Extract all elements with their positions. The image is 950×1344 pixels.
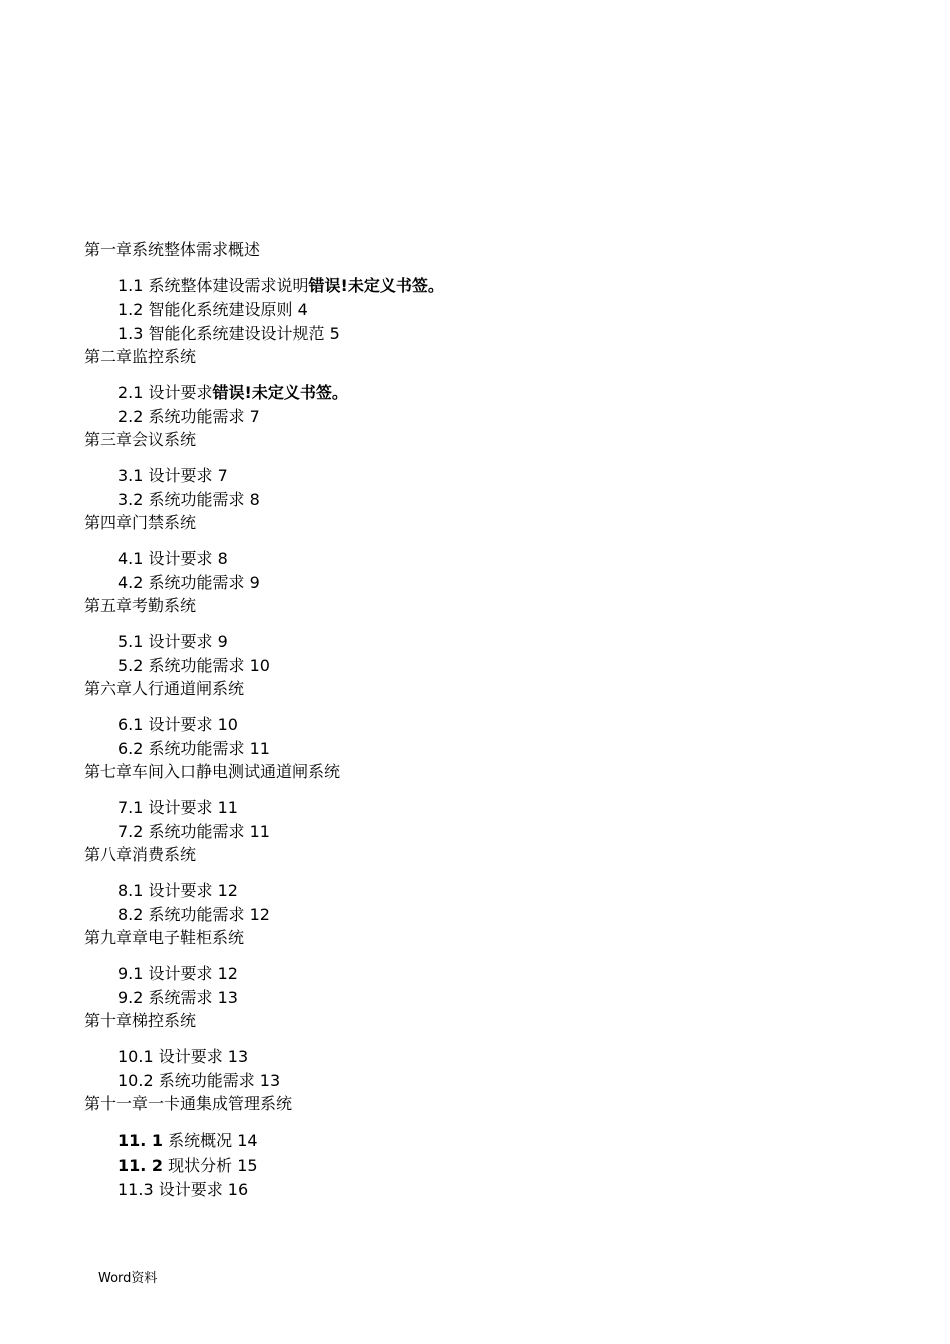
toc-chapter-5[interactable]: 第五章考勤系统 <box>84 596 197 615</box>
toc-section-label: 2.1 设计要求 <box>118 383 213 402</box>
toc-section-number: 11. 1 <box>118 1131 164 1150</box>
toc-section-11-3[interactable]: 11.3 设计要求 16 <box>118 1180 249 1199</box>
toc-section-2-1[interactable] <box>118 383 348 403</box>
toc-section-9-1[interactable]: 9.1 设计要求 12 <box>118 964 238 983</box>
bookmark-error-text: 错误!未定义书签。 <box>308 276 444 295</box>
bookmark-error-text: 错误!未定义书签。 <box>212 383 348 402</box>
toc-chapter-1[interactable]: 第一章系统整体需求概述 <box>84 240 261 259</box>
toc-section-11-1[interactable] <box>118 1131 258 1151</box>
toc-section-number: 11. 2 <box>118 1156 164 1175</box>
toc-chapter-6[interactable]: 第六章人行通道闸系统 <box>84 679 245 698</box>
toc-section-5-2[interactable]: 5.2 系统功能需求 10 <box>118 656 270 675</box>
toc-section-2-2[interactable]: 2.2 系统功能需求 7 <box>118 407 260 426</box>
toc-section-1-2[interactable]: 1.2 智能化系统建设原则 4 <box>118 300 308 319</box>
toc-section-1-1[interactable] <box>118 276 444 296</box>
toc-chapter-7[interactable]: 第七章车间入口静电测试通道闸系统 <box>84 762 341 781</box>
toc-section-7-2[interactable]: 7.2 系统功能需求 11 <box>118 822 270 841</box>
toc-chapter-10[interactable]: 第十章梯控系统 <box>84 1011 197 1030</box>
toc-section-4-1[interactable]: 4.1 设计要求 8 <box>118 549 228 568</box>
toc-section-6-1[interactable]: 6.1 设计要求 10 <box>118 715 238 734</box>
toc-chapter-8[interactable]: 第八章消费系统 <box>84 845 197 864</box>
toc-section-7-1[interactable]: 7.1 设计要求 11 <box>118 798 238 817</box>
toc-section-label: 系统概况 14 <box>163 1131 258 1150</box>
toc-section-3-1[interactable]: 3.1 设计要求 7 <box>118 466 228 485</box>
toc-section-label: 1.1 系统整体建设需求说明 <box>118 276 309 295</box>
toc-chapter-11[interactable]: 第十一章一卡通集成管理系统 <box>84 1094 293 1113</box>
toc-section-6-2[interactable]: 6.2 系统功能需求 11 <box>118 739 270 758</box>
toc-section-8-2[interactable]: 8.2 系统功能需求 12 <box>118 905 270 924</box>
toc-section-9-2[interactable]: 9.2 系统需求 13 <box>118 988 238 1007</box>
toc-section-4-2[interactable]: 4.2 系统功能需求 9 <box>118 573 260 592</box>
page-footer: Word资料 <box>98 1271 158 1286</box>
toc-chapter-2[interactable]: 第二章监控系统 <box>84 347 197 366</box>
toc-chapter-4[interactable]: 第四章门禁系统 <box>84 513 197 532</box>
toc-chapter-9[interactable]: 第九章章电子鞋柜系统 <box>84 928 245 947</box>
toc-section-8-1[interactable]: 8.1 设计要求 12 <box>118 881 238 900</box>
toc-section-3-2[interactable]: 3.2 系统功能需求 8 <box>118 490 260 509</box>
toc-section-10-2[interactable]: 10.2 系统功能需求 13 <box>118 1071 281 1090</box>
toc-section-label: 现状分析 15 <box>163 1156 258 1175</box>
toc-section-1-3[interactable]: 1.3 智能化系统建设设计规范 5 <box>118 324 340 343</box>
toc-chapter-3[interactable]: 第三章会议系统 <box>84 430 197 449</box>
toc-section-11-2[interactable] <box>118 1156 258 1176</box>
toc-section-5-1[interactable]: 5.1 设计要求 9 <box>118 632 228 651</box>
toc-section-10-1[interactable]: 10.1 设计要求 13 <box>118 1047 249 1066</box>
